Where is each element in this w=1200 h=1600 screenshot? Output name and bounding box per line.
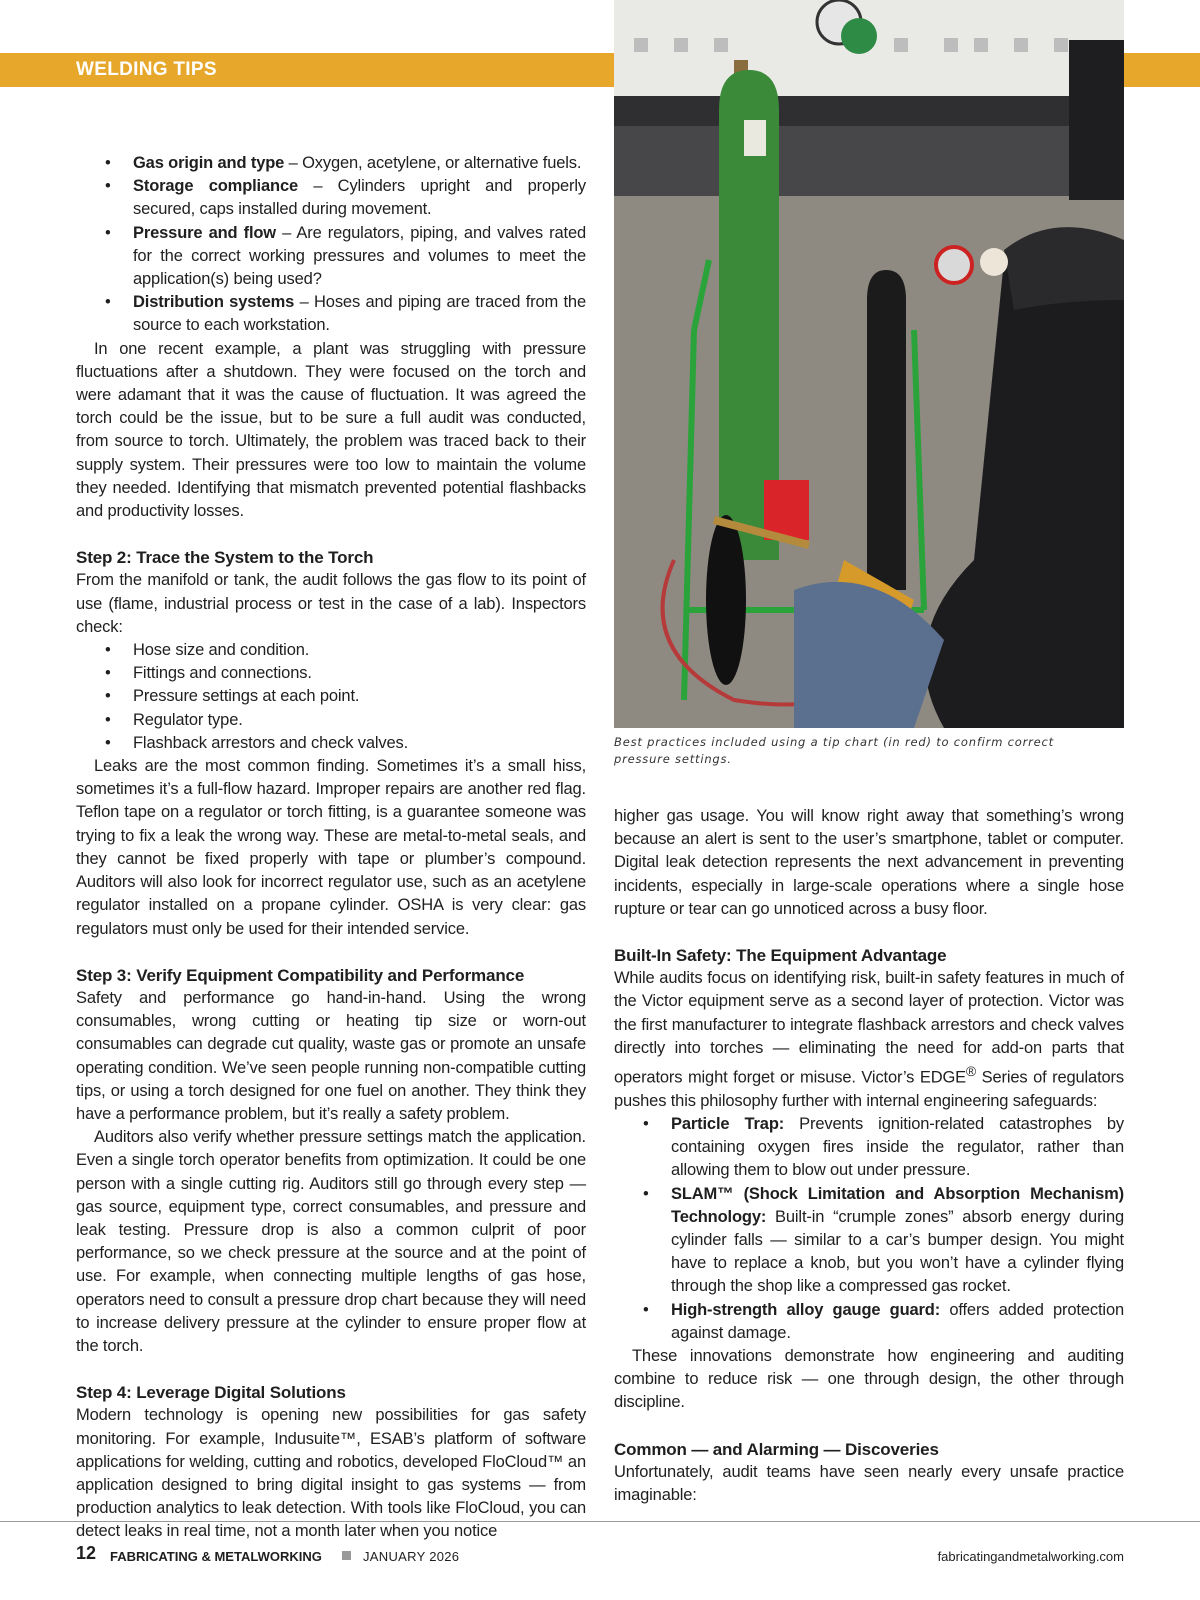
list-item: • Pressure settings at each point. <box>133 685 586 708</box>
list-item <box>133 152 586 175</box>
step3-paragraph-1: Safety and performance go hand-in-hand. Using the wrong consumables, wrong cutting or heating tip size or worn-out consumables can degrade cut quality, waste gas or promote an unsafe operating condition. We’ve seen people running non-compatible cutting tips, or using a torch designed for one fuel on another. They think they have a performance problem, but it’s really a safety problem. <box>76 988 586 1123</box>
list-item <box>133 175 586 221</box>
inspector-check-list <box>76 639 586 755</box>
footer-separator-icon <box>342 1551 351 1560</box>
list-item: • Hose size and condition. <box>133 639 586 662</box>
section-label: WELDING TIPS <box>76 59 217 80</box>
audit-bullet-list <box>76 152 586 338</box>
step3-heading: Step 3: Verify Equipment Compatibility and Performance <box>76 965 525 985</box>
list-item <box>671 1113 1124 1183</box>
list-item: • Fittings and connections. <box>133 662 586 685</box>
step3-paragraph-2: Auditors also verify whether pressure settings match the application. Even a single torch operator benefits from optimization. It could be one person with a single cutting rig. Auditors still go through every step — gas source, equipment type, correct consumables, and pressure and leak testing. Pressure drop is also a common culprit of poor performance, so we check pressure at the source and at the point of use. For example, when connecting multiple lengths of gas hose, operators need to consult a pressure drop chart because they will need to increase delivery pressure at the cylinder to ensure proper flow at the torch. <box>76 1128 586 1355</box>
builtin-safety-heading: Built-In Safety: The Equipment Advantage <box>614 946 947 966</box>
bullet-text: – Cylinders upright and properly secured, caps installed during movement. <box>133 177 586 219</box>
bullet-term: Gas origin and type <box>133 154 285 172</box>
common-discoveries-paragraph: Unfortunately, audit teams have seen nearly every unsafe practice imaginable: <box>614 1462 1124 1504</box>
bullet-text: offers added protection against damage. <box>671 1300 1124 1342</box>
bullet-text: – Hoses and piping are traced from the source to each workstation. <box>133 293 586 335</box>
list-item: • Regulator type. <box>133 709 586 732</box>
welding-cart-photo <box>614 0 1124 728</box>
paragraph-innovations: These innovations demonstrate how engineering and auditing combine to reduce risk — one through design, the other through discipline. <box>614 1346 1124 1412</box>
website-link[interactable]: fabricatingandmetalworking.com <box>937 1549 1124 1564</box>
publication-name: FABRICATING & METALWORKING <box>110 1549 322 1564</box>
right-column <box>614 805 1124 1507</box>
paragraph-continued: higher gas usage. You will know right away that something’s wrong because an alert is sent to the user’s smartphone, tablet or computer. Digital leak detection represents the next advancement in preventing incidents, especially in large-scale operations where a single hose rupture or tear can go unnoticed across a busy floor. <box>614 807 1124 918</box>
safeguard-bullet-list <box>614 1113 1124 1345</box>
list-item: • Flashback arrestors and check valves. <box>133 732 586 755</box>
common-discoveries-heading: Common — and Alarming — Discoveries <box>614 1439 939 1459</box>
builtin-text-b: Series of regulators pushes this philosophy further with internal engineering safeguards: <box>614 1068 1124 1110</box>
photo-caption: Best practices included using a tip chart (in red) to confirm correct pressure settings. <box>614 735 1054 766</box>
bullet-term: Distribution systems <box>133 293 295 312</box>
list-item <box>671 1183 1124 1299</box>
step4-heading: Step 4: Leverage Digital Solutions <box>76 1383 346 1403</box>
issue-date: JANUARY 2026 <box>363 1549 460 1564</box>
paragraph-example: In one recent example, a plant was struggling with pressure fluctuations after a shutdown. They were focused on the torch and were adamant that it was the cause of fluctuation. It was agreed the torch could be the issue, but to be sure a full audit was conducted, from source to torch. Ultimately, the problem was traced back to their supply system. Their pressures were too low to maintain the volume they needed. Identifying that mismatch prevented potential flashbacks and productivity losses. <box>76 339 586 521</box>
list-item <box>133 222 586 292</box>
bullet-text: Built-in “crumple zones” absorb energy during cylinder falls — similar to a car’s bumper design. You might have to replace a knob, but you won’t have a cylinder flying through the shop like a compressed gas rocket. <box>671 1207 1124 1296</box>
bullet-term: Pressure and flow <box>133 223 276 242</box>
list-item <box>671 1299 1124 1345</box>
bullet-term: High-strength alloy gauge guard: <box>671 1300 941 1319</box>
registered-mark: ® <box>966 1064 977 1080</box>
list-item <box>133 291 586 337</box>
bullet-term: SLAM™ (Shock Limitation and Absorption Mechanism) Technology: <box>671 1184 1124 1226</box>
page-number: 12 <box>76 1543 97 1563</box>
builtin-text-a: While audits focus on identifying risk, built-in safety features in much of the Victor equipment serve as a second layer of protection. Victor was the first manufacturer to integrate flashback arrestors and check valves directly into torches — eliminating the need for add-on parts that operators might forget or misuse. Victor’s EDGE <box>614 969 1124 1087</box>
step4-paragraph: Modern technology is opening new possibilities for gas safety monitoring. For example, Indusuite™, ESAB’s platform of software applications for welding, cutting and robotics, developed FloCloud™ an application designed to bring digital insight to gas systems — from production analytics to leak detection. With tools like FloCloud, you can detect leaks in real time, not a month later when you notice <box>76 1406 586 1541</box>
bullet-text: – Oxygen, acetylene, or alternative fuels. <box>284 154 582 172</box>
left-column <box>76 152 586 1544</box>
article-photo <box>614 0 1124 728</box>
paragraph-leaks: Leaks are the most common finding. Sometimes it’s a small hiss, sometimes it’s a full-flow hazard. Improper repairs are another red flag. Teflon tape on a regulator or torch fitting, is a guarantee someone was trying to fix a leak the wrong way. These are metal-to-metal seals, and they cannot be fixed properly with tape or plumber’s compound. Auditors will also look for incorrect regulator use, such as an acetylene regulator installed on a propane cylinder. OSHA is very clear: gas regulators must only be used for their intended service. <box>76 757 586 938</box>
builtin-safety-paragraph <box>614 967 1124 1113</box>
bullet-term: Particle Trap: <box>671 1114 785 1133</box>
step2-heading: Step 2: Trace the System to the Torch <box>76 548 374 568</box>
footer-divider <box>0 1521 1200 1522</box>
bullet-text: Prevents ignition-related catastrophes by containing oxygen fires inside the regulator, rather than allowing them to blow out under pressure. <box>671 1114 1124 1180</box>
bullet-term: Storage compliance <box>133 177 298 196</box>
step2-intro: From the manifold or tank, the audit follows the gas flow to its point of use (flame, industrial process or test in the case of a lab). Inspectors check: <box>76 571 586 636</box>
bullet-text: – Are regulators, piping, and valves rated for the correct working pressures and volumes to meet the application(s) being used? <box>133 223 587 289</box>
